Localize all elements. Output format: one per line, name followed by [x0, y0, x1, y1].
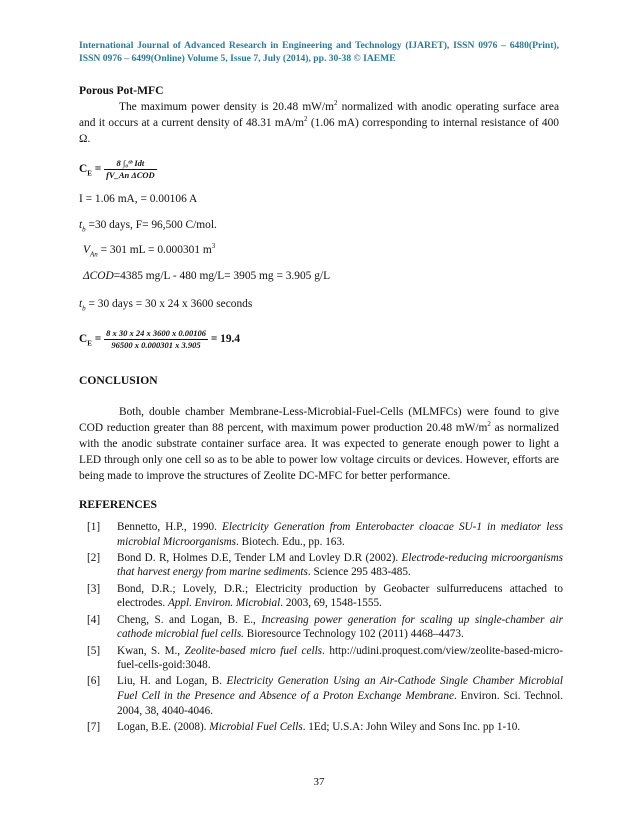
equals-sign: = [91, 163, 102, 176]
reference-authors: Bennetto, H.P., 1990. [117, 521, 222, 533]
reference-source: . 2003, 69, 1548-1555. [280, 597, 382, 610]
reference-title: Microbial Fuel Cells [209, 720, 303, 733]
reference-number: [1] [87, 521, 101, 533]
reference-title: Electrode-reducing microorganisms that harvest energy from marine sediments [117, 551, 564, 579]
ce-result-value: = 19.4 [207, 333, 241, 346]
dcod-symbol: ΔCOD [83, 270, 114, 282]
dcod-value: =4385 mg/L - 480 mg/L= 3905 mg = 3.905 g/L [113, 270, 331, 282]
reference-number: [2] [87, 551, 101, 564]
reference-source: . Environ. Sci. Technol. 2004, 38, 4040-4046. [117, 689, 563, 717]
reference-authors: Logan, B.E. (2008). [117, 720, 210, 733]
tb-line [79, 219, 217, 234]
superscript: 2 [487, 420, 491, 429]
reference-source: . 1Ed; U.S.A: John Wiley and Sons Inc. pp 1-10. [302, 720, 521, 733]
reference-item [79, 582, 563, 611]
reference-number: [3] [87, 582, 101, 595]
reference-source: Bioresource Technology 102 (2011) 4468–4473. [243, 628, 464, 641]
ce-equation [79, 158, 157, 181]
ce-result-numerator: 8 x 30 x 24 x 3600 x 0.00106 [106, 328, 206, 338]
para-text: The maximum power density is 20.48 mW/m [119, 101, 334, 113]
para-text: Both, double chamber Membrane-Less-Microbial-Fuel-Cells (MLMFCs) were found to give COD reduction greater than 88 percent, with maximum power production 20.48 mW/m [79, 406, 559, 434]
para-text: (1.06 mA) corresponding to internal resistance of 400 Ω. [79, 117, 559, 145]
superscript: 2 [333, 99, 338, 108]
reference-title: Electricity Generation Using an Air-Cathode Single Chamber Microbial Fuel Cell in the Presence and Absence of a Proton Exchange Membrane [117, 675, 564, 702]
ce-symbol: C [79, 163, 88, 176]
tb-seconds-line [79, 298, 253, 313]
reference-authors: Kwan, S. M., [117, 644, 185, 657]
reference-title: Appl. Environ. Microbial [167, 597, 281, 610]
equals-sign: = [91, 333, 102, 346]
reference-source: . Science 295 483-485. [307, 566, 411, 579]
reference-list [79, 520, 563, 736]
reference-number: [6] [87, 675, 101, 688]
reference-number: [4] [87, 613, 101, 626]
van-superscript: 3 [211, 242, 216, 251]
para-text: normalized with anodic operating surface area and it occurs at a current density of 48.31 mA/m [79, 101, 560, 129]
journal-header: International Journal of Advanced Research in Engineering and Technology (IJARET), ISSN 0976 – 6480(Print), ISSN 0976 – 6499(Online) Volume 5, Issue 7, July (2014), pp. 30-38 © IAEME [79, 40, 559, 64]
current-line: I = 1.06 mA, = 0.00106 A [79, 193, 198, 205]
reference-source: . Biotech. Edu., pp. 163. [236, 535, 345, 548]
reference-source: . http://udini.proquest.com/view/zeolite-based-micro-fuel-cells-goid:3048. [117, 644, 563, 672]
tb-symbol: t [79, 219, 83, 231]
reference-item [79, 674, 563, 718]
ce-subscript: E [87, 169, 92, 178]
reference-authors: Liu, H. and Logan, B. [117, 675, 227, 688]
tb-symbol: t [79, 298, 83, 310]
van-subscript: An [89, 250, 98, 259]
ce-result-denominator: 96500 x 0.000301 x 3.905 [111, 340, 201, 350]
reference-authors: Cheng, S. and Logan, B. E., [117, 613, 262, 626]
reference-number: [5] [87, 644, 101, 657]
superscript: 2 [304, 115, 308, 124]
references-title: REFERENCES [79, 498, 157, 511]
ce-numerator: 8 ∫₀ᵗᵇ Idt [104, 158, 157, 170]
ce-result-equation [79, 328, 240, 351]
van-line [83, 242, 216, 259]
page-number: 37 [313, 776, 325, 788]
ce-result-fraction [104, 328, 208, 351]
reference-title: Electricity Generation from Enterobacter cloacae SU-1 in mediator less microbial Microorganisms [117, 521, 564, 548]
tb-seconds-value: = 30 days = 30 x 24 x 3600 seconds [85, 298, 253, 310]
reference-authors: Bond D. R, Holmes D.E, Tender LM and Lovley D.R (2002). [117, 551, 402, 564]
tb-subscript: b [82, 304, 86, 313]
section-title: Porous Pot-MFC [79, 84, 164, 97]
para-text: as normalized with the anodic substrate container surface area. It was expected to generate enough power to light a LED through only one cell so as to be able to power low voltage circuits or devices. However, efforts are being made to improve the structures of Zeolite DC-MFC for better performance. [79, 422, 560, 482]
reference-number: [7] [87, 720, 101, 733]
ce-fraction [104, 158, 157, 181]
dcod-line [83, 270, 330, 282]
ce-denominator: fV_An ΔCOD [106, 170, 155, 180]
reference-item [79, 720, 563, 735]
tb-subscript: b [82, 225, 86, 234]
reference-item [79, 551, 563, 580]
van-symbol: V [83, 244, 90, 256]
conclusion-paragraph [79, 404, 559, 484]
reference-title: Zeolite-based micro fuel cells [184, 644, 323, 657]
body-paragraph [79, 99, 559, 147]
tb-value: =30 days, F= 96,500 C/mol. [85, 219, 217, 231]
reference-title: Increasing power generation for scaling up single-chamber air cathode microbial fuel cells. [117, 613, 563, 641]
ce-symbol: C [79, 333, 88, 346]
conclusion-title: CONCLUSION [79, 374, 158, 387]
van-value: = 301 mL = 0.000301 m [97, 244, 212, 256]
ce-subscript: E [87, 339, 92, 348]
reference-item [79, 613, 563, 642]
reference-item [79, 520, 563, 549]
reference-item [79, 644, 563, 673]
reference-authors: Bond, D.R.; Lovely, D.R.; Electricity production by Geobacter sulfurreducens attached to electrodes. [117, 582, 563, 610]
